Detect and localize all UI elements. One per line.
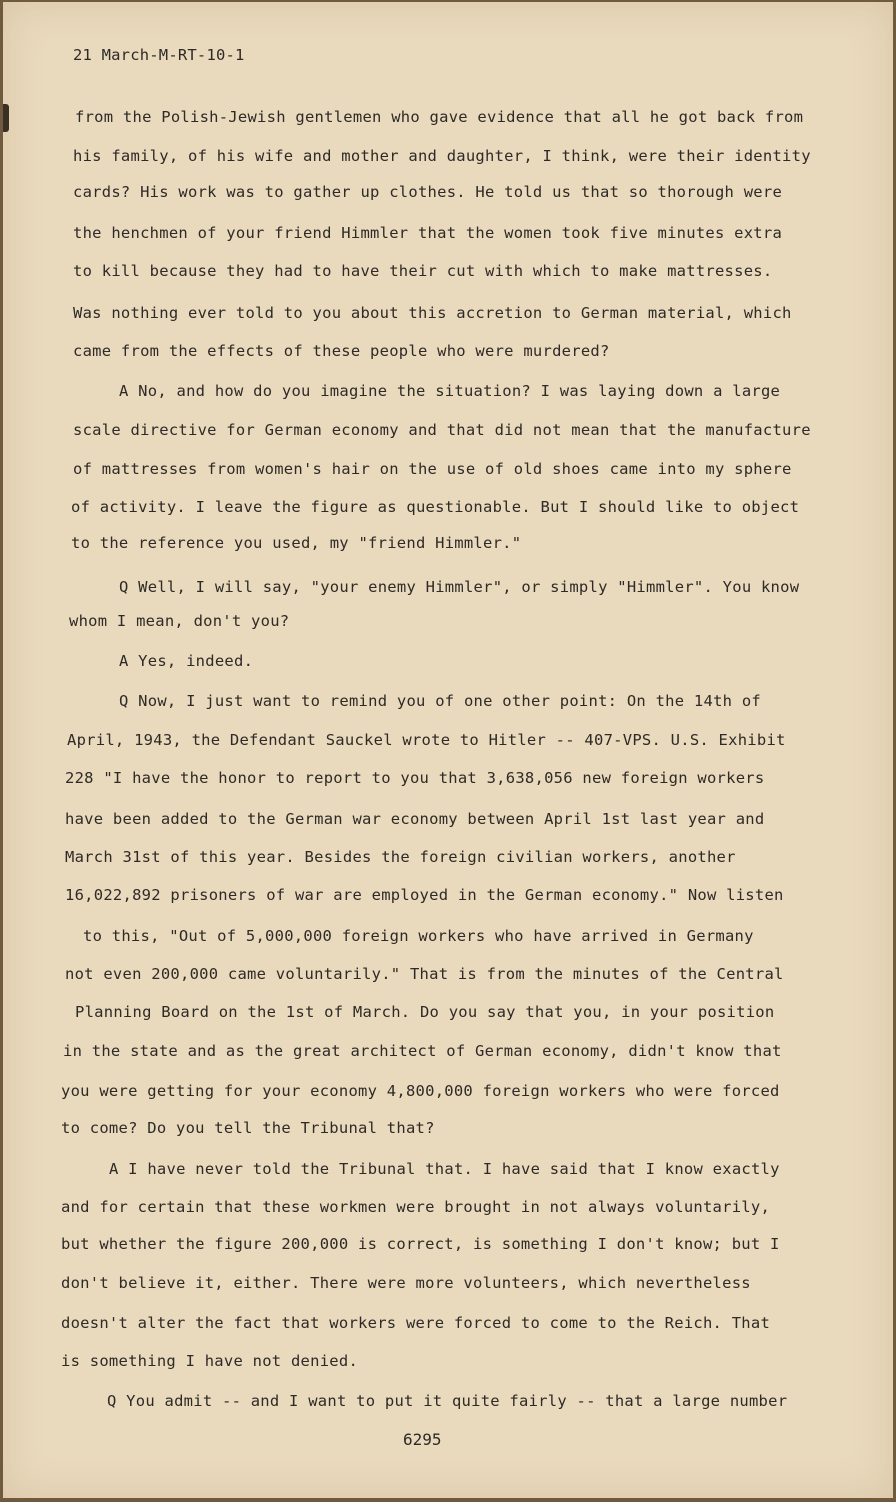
text-line: his family, of his wife and mother and daughter, I think, were their identity	[73, 147, 811, 165]
text-line: to this, "Out of 5,000,000 foreign workers who have arrived in Germany	[83, 927, 754, 945]
page-number: 6295	[403, 1430, 442, 1449]
text-line: to come? Do you tell the Tribunal that?	[61, 1119, 435, 1137]
text-line: 228 "I have the honor to report to you that 3,638,056 new foreign workers	[65, 769, 765, 787]
text-line: scale directive for German economy and that did not mean that the manufacture	[73, 421, 811, 439]
text-line: Was nothing ever told to you about this accretion to German material, which	[73, 304, 792, 322]
text-line: 16,022,892 prisoners of war are employed in the German economy." Now listen	[65, 886, 784, 904]
text-line: have been added to the German war economy between April 1st last year and	[65, 810, 765, 828]
text-line: to kill because they had to have their cut with which to make mattresses.	[73, 262, 773, 280]
text-line: in the state and as the great architect of German economy, didn't know that	[63, 1042, 782, 1060]
text-line: doesn't alter the fact that workers were forced to come to the Reich. That	[61, 1314, 771, 1332]
text-line: whom I mean, don't you?	[69, 612, 290, 630]
document-page	[3, 2, 893, 1498]
text-line: to the reference you used, my "friend Himmler."	[71, 534, 522, 552]
document-header: 21 March-M-RT-10-1	[73, 46, 245, 64]
text-line: from the Polish-Jewish gentlemen who gave evidence that all he got back from	[75, 108, 804, 126]
text-line: cards? His work was to gather up clothes. He told us that so thorough were	[73, 183, 783, 201]
text-line: Planning Board on the 1st of March. Do you say that you, in your position	[75, 1003, 775, 1021]
text-line: March 31st of this year. Besides the foreign civilian workers, another	[65, 848, 736, 866]
text-line: is something I have not denied.	[61, 1352, 359, 1370]
text-line: A I have never told the Tribunal that. I have said that I know exactly	[109, 1160, 780, 1178]
text-line: and for certain that these workmen were brought in not always voluntarily,	[61, 1198, 771, 1216]
text-line: you were getting for your economy 4,800,000 foreign workers who were forced	[61, 1082, 780, 1100]
text-line: April, 1943, the Defendant Sauckel wrote to Hitler -- 407-VPS. U.S. Exhibit	[67, 731, 786, 749]
text-line: A Yes, indeed.	[119, 652, 254, 670]
text-line: Q Well, I will say, "your enemy Himmler", or simply "Himmler". You know	[119, 578, 800, 596]
text-line: of mattresses from women's hair on the use of old shoes came into my sphere	[73, 460, 792, 478]
text-line: Q Now, I just want to remind you of one other point: On the 14th of	[119, 692, 761, 710]
text-line: don't believe it, either. There were more volunteers, which nevertheless	[61, 1274, 751, 1292]
text-line: came from the effects of these people who were murdered?	[73, 342, 610, 360]
text-line: of activity. I leave the figure as questionable. But I should like to object	[71, 498, 800, 516]
text-line: Q You admit -- and I want to put it quite fairly -- that a large number	[107, 1392, 788, 1410]
text-line: A No, and how do you imagine the situation? I was laying down a large	[119, 382, 781, 400]
text-line: but whether the figure 200,000 is correct, is something I don't know; but I	[61, 1235, 780, 1253]
text-line: not even 200,000 came voluntarily." That is from the minutes of the Central	[65, 965, 784, 983]
text-line: the henchmen of your friend Himmler that the women took five minutes extra	[73, 224, 783, 242]
punch-hole	[3, 104, 9, 132]
